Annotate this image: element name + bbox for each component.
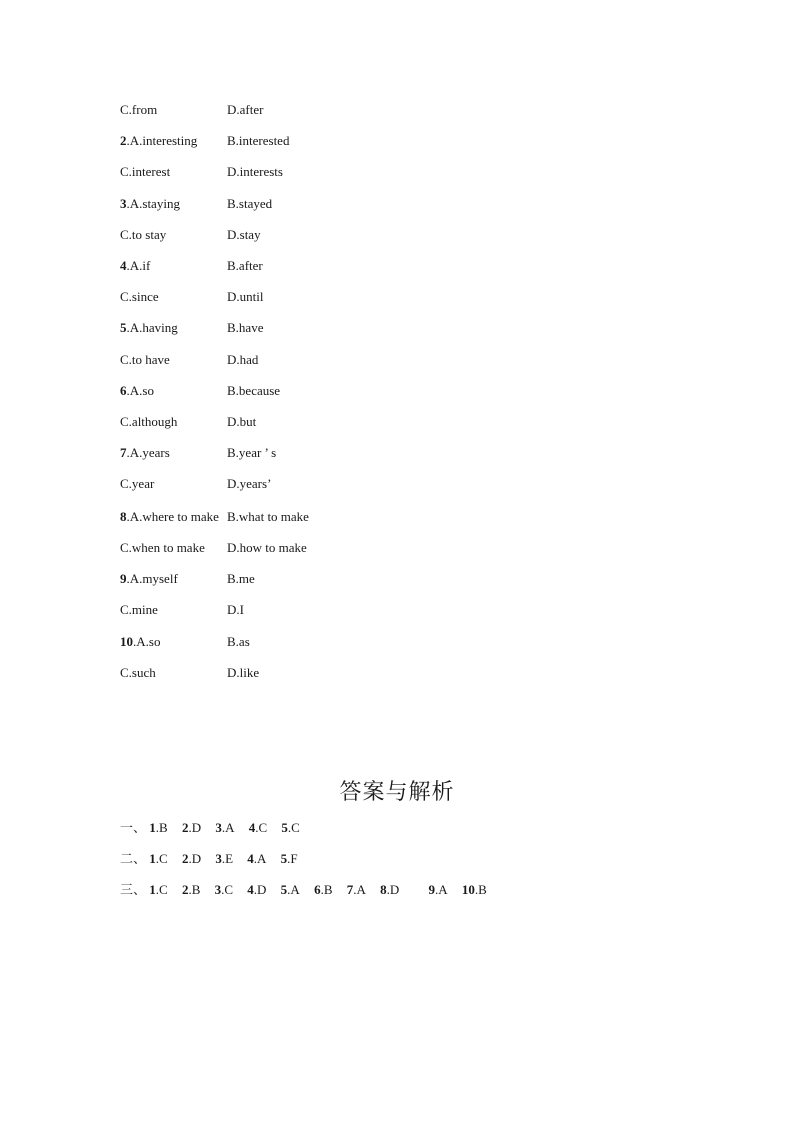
option-row <box>120 101 520 132</box>
option-row <box>120 413 520 444</box>
answer-line <box>120 881 498 912</box>
question-number: 2 <box>120 133 127 149</box>
answer-item: 1.B <box>149 820 168 835</box>
option-right: B.what to make <box>227 508 309 524</box>
option-right: D.after <box>227 102 264 117</box>
option-row <box>120 475 520 508</box>
option-row <box>120 226 520 257</box>
answer-item: 3.A <box>215 820 235 835</box>
option-left: 8.A.where to make <box>120 508 219 524</box>
option-left: 2.A.interesting <box>120 133 198 149</box>
answer-item: 4.A <box>247 851 267 866</box>
option-left: C.mine <box>120 602 158 618</box>
option-left: C.from <box>120 102 158 117</box>
answer-item: 4.C <box>248 820 268 835</box>
answer-item: 8.D <box>380 882 400 897</box>
option-list <box>120 101 520 695</box>
option-right: D.until <box>227 289 264 305</box>
option-row <box>120 601 520 632</box>
option-row <box>120 132 520 163</box>
section-prefix: 三、 <box>120 883 147 898</box>
option-row <box>120 382 520 413</box>
option-left: 6.A.so <box>120 382 154 398</box>
option-left: C.since <box>120 289 159 305</box>
section-prefix: 一、 <box>120 821 147 836</box>
option-right: B.have <box>227 320 264 336</box>
question-number: 9 <box>120 571 127 587</box>
answer-item: 3.C <box>214 882 234 897</box>
option-right: D.stay <box>227 226 261 242</box>
answer-item: 2.D <box>181 820 202 835</box>
option-right: B.stayed <box>227 195 273 211</box>
option-row <box>120 195 520 226</box>
option-left: C.when to make <box>120 539 205 555</box>
option-right: D.how to make <box>227 539 307 555</box>
section-prefix: 二、 <box>120 852 147 867</box>
option-left: 4.A.if <box>120 257 151 273</box>
option-right: B.me <box>227 571 255 587</box>
question-number: 4 <box>120 257 127 273</box>
answer-item: 3.E <box>215 851 234 866</box>
option-right: B.because <box>227 382 281 398</box>
option-row <box>120 664 520 695</box>
option-right: D.I <box>227 602 244 618</box>
option-left: C.to stay <box>120 226 167 242</box>
option-left: 7.A.years <box>120 445 170 461</box>
option-right: B.after <box>227 257 263 273</box>
answer-item: 2.B <box>181 882 201 897</box>
answer-item: 1.C <box>149 851 168 866</box>
option-right: D.but <box>227 413 257 429</box>
option-left: 5.A.having <box>120 320 178 336</box>
answer-item: 4.D <box>247 882 267 897</box>
option-left: 10.A.so <box>120 633 161 649</box>
option-right: B.interested <box>227 133 290 149</box>
question-number: 3 <box>120 195 127 211</box>
option-left: C.such <box>120 664 156 680</box>
question-number: 5 <box>120 320 127 336</box>
answer-item: 1.C <box>149 882 168 897</box>
option-left: C.year <box>120 476 155 492</box>
option-row <box>120 539 520 570</box>
answer-item: 5.F <box>280 851 298 866</box>
option-left: 9.A.myself <box>120 571 178 587</box>
option-row <box>120 508 520 539</box>
option-right: B.as <box>227 633 250 649</box>
option-right: D.had <box>227 351 259 367</box>
question-number: 10 <box>120 633 133 649</box>
question-number: 6 <box>120 382 127 398</box>
answer-item: 9.A <box>428 882 448 897</box>
option-right: D.interests <box>227 164 283 180</box>
option-row <box>120 257 520 288</box>
answer-line <box>120 850 498 881</box>
answer-item: 7.A <box>346 882 366 897</box>
answer-key <box>120 819 498 912</box>
question-number: 7 <box>120 445 127 461</box>
answer-item: 2.D <box>181 851 202 866</box>
answer-item: 6.B <box>314 882 333 897</box>
option-left: 3.A.staying <box>120 195 180 211</box>
option-right: B.year ’ s <box>227 445 277 461</box>
option-left: C.although <box>120 413 178 429</box>
answer-item: 5.C <box>281 820 300 835</box>
option-row <box>120 633 520 664</box>
option-row <box>120 163 520 194</box>
option-row <box>120 444 520 475</box>
answer-section-title: 答案与解析 <box>339 780 455 805</box>
option-left: C.to have <box>120 351 170 367</box>
answer-item: 5.A <box>280 882 300 897</box>
question-number: 8 <box>120 508 127 524</box>
option-right: D.years’ <box>227 476 272 492</box>
answer-item: 10.B <box>461 882 487 897</box>
option-row <box>120 288 520 319</box>
answer-line <box>120 819 498 850</box>
option-row <box>120 319 520 350</box>
option-row <box>120 570 520 601</box>
option-row <box>120 351 520 382</box>
option-left: C.interest <box>120 164 171 180</box>
option-right: D.like <box>227 664 260 680</box>
